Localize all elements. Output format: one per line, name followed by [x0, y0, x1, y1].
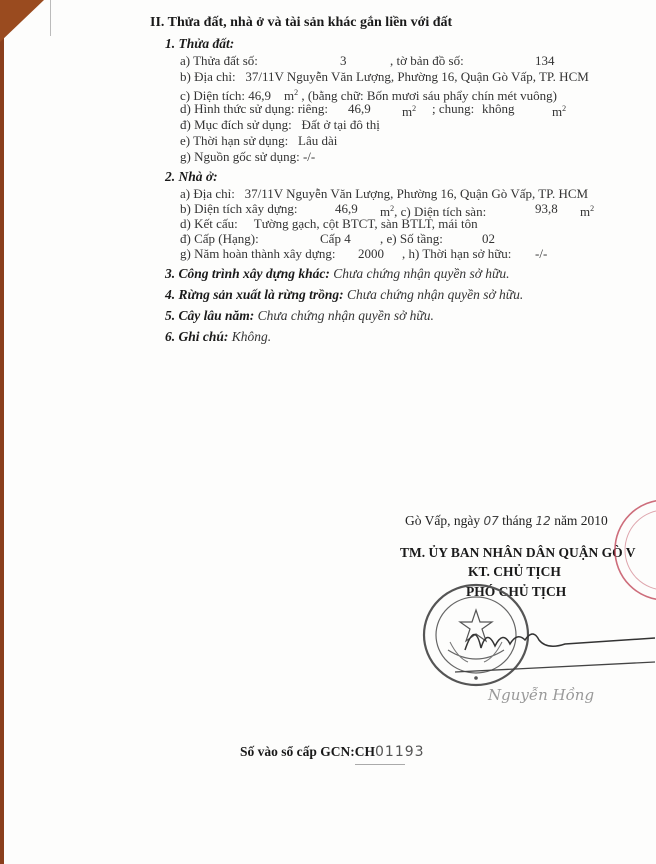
year-value: 2000 [358, 246, 384, 261]
authority-title: TM. ỦY BAN NHÂN DÂN QUẬN GÒ V [400, 545, 636, 560]
land-address-label: b) Địa chỉ: [180, 69, 236, 84]
land-area-value: 46,9 [248, 88, 271, 103]
month-label: tháng [502, 513, 533, 528]
land-area-words: , (bằng chữ: Bốn mươi sáu phẩy chín mét vuông) [301, 88, 558, 103]
purpose-label: đ) Mục đích sử dụng: [180, 117, 292, 132]
perennial-trees-label: 5. Cây lâu năm: [165, 308, 255, 323]
structure-value: Tường gạch, cột BTCT, sàn BTLT, mái tôn [253, 216, 478, 231]
red-stamp-icon [605, 495, 656, 625]
signature-icon [455, 610, 656, 680]
grade-row [180, 231, 495, 246]
structure-label: d) Kết cấu: [180, 216, 238, 231]
perennial-trees-value: Chưa chứng nhận quyền sở hữu. [257, 308, 434, 323]
section-title: II. Thửa đất, nhà ở và tài sản khác gắn liền với đất [150, 15, 453, 30]
built-area-unit: m [380, 204, 391, 219]
floors-value: 02 [482, 231, 495, 246]
land-area-label: c) Diện tích: [180, 88, 245, 103]
ownership-term-label: , h) Thời hạn sở hữu: [402, 246, 512, 261]
built-area-label: b) Diện tích xây dựng: [180, 201, 298, 216]
year-row [180, 246, 548, 261]
origin-row [180, 149, 315, 164]
parcel-row [180, 53, 555, 68]
floor-area-label: , c) Diện tích sàn: [394, 204, 487, 219]
perennial-trees-row [165, 308, 434, 323]
origin-label: g) Nguồn gốc sử dụng: [180, 149, 300, 164]
forest-label: 4. Rừng sản xuất là rừng trồng: [165, 287, 344, 302]
house-address: 37/11V Nguyễn Văn Lượng, Phường 16, Quận Gò Vấp, TP. HCM [244, 186, 589, 201]
house-address-label: a) Địa chỉ: [180, 186, 235, 201]
purpose-value: Đất ở tại đô thị [301, 117, 380, 132]
map-sheet-label: , tờ bản đồ số: [390, 53, 464, 68]
usage-shared-label: ; chung: [432, 101, 475, 116]
usage-form-label: d) Hình thức sử dụng: riêng: [180, 101, 329, 116]
forest-value: Chưa chứng nhận quyền sở hữu. [346, 287, 524, 302]
usage-private-unit: m [402, 104, 413, 119]
forest-row [165, 287, 523, 302]
registry-label: Số vào sổ cấp GCN:CH [240, 744, 376, 759]
year-label: g) Năm hoàn thành xây dựng: [180, 246, 336, 261]
registry-number-row [240, 744, 425, 760]
year-label-sign: năm 2010 [554, 513, 608, 528]
built-area-value: 46,9 [335, 201, 358, 216]
usage-shared-unit: m [552, 104, 563, 119]
house-address-row [180, 186, 588, 201]
role-acting-chairman: KT. CHỦ TỊCH [468, 564, 561, 579]
note-value: Không. [231, 329, 272, 344]
day-handwritten: 07 [483, 514, 499, 528]
floor-area-value: 93,8 [535, 201, 558, 216]
table-background-edge [0, 0, 4, 864]
land-area-row: c) Diện tích: 46,9 $m^2$ , (bằng chữ: Bốn mươi sáu phẩy chín mét vuông) [180, 88, 558, 103]
term-value: Lâu dài [298, 133, 338, 148]
page-crease [50, 0, 51, 36]
parcel-number: 3 [340, 53, 347, 68]
usage-shared-value: không [482, 101, 515, 116]
note-row [165, 329, 271, 344]
usage-private-value: 46,9 [348, 101, 371, 116]
registry-number-handwritten: 01193 [375, 744, 425, 760]
floors-label: , e) Số tầng: [380, 231, 443, 246]
month-handwritten: 12 [535, 514, 551, 528]
built-area-row: b) Diện tích xây dựng: 46,9 $m^2$, c) Diện tích sàn: 93,8 $m^2$ [180, 201, 595, 219]
grade-label: đ) Cấp (Hạng): [180, 231, 259, 246]
place-label: Gò Vấp, ngày [405, 513, 481, 528]
term-label: e) Thời hạn sử dụng: [180, 133, 289, 148]
house-title: 2. Nhà ở: [165, 169, 218, 184]
other-works-row [165, 266, 510, 281]
table-background-corner [0, 0, 44, 42]
term-row [180, 133, 337, 148]
floor-area-unit: m [580, 204, 591, 219]
land-area-unit: m [283, 88, 295, 103]
signer-name: Nguyễn Hồng [488, 686, 595, 704]
role-vice-chairman: PHÓ CHỦ TỊCH [466, 584, 567, 599]
land-title: 1. Thửa đất: [165, 36, 235, 51]
note-label: 6. Ghi chú: [165, 329, 229, 344]
other-works-label: 3. Công trình xây dựng khác: [165, 266, 330, 281]
place-date [405, 513, 608, 529]
parcel-label: a) Thửa đất số: [180, 53, 258, 68]
grade-value: Cấp 4 [320, 231, 351, 246]
ownership-term-value: -/- [535, 246, 548, 261]
land-address-row [180, 69, 589, 84]
usage-form-row: d) Hình thức sử dụng: riêng: 46,9 $m^2$ ; chung: không $m^2$ [180, 101, 567, 119]
origin-value: -/- [302, 149, 316, 164]
other-works-value: Chưa chứng nhận quyền sở hữu. [333, 266, 510, 281]
purpose-row [180, 117, 380, 132]
land-address: 37/11V Nguyễn Văn Lượng, Phường 16, Quận Gò Vấp, TP. HCM [245, 69, 589, 84]
map-sheet-number: 134 [535, 53, 555, 68]
structure-row [180, 216, 478, 231]
registry-underline [355, 764, 405, 765]
